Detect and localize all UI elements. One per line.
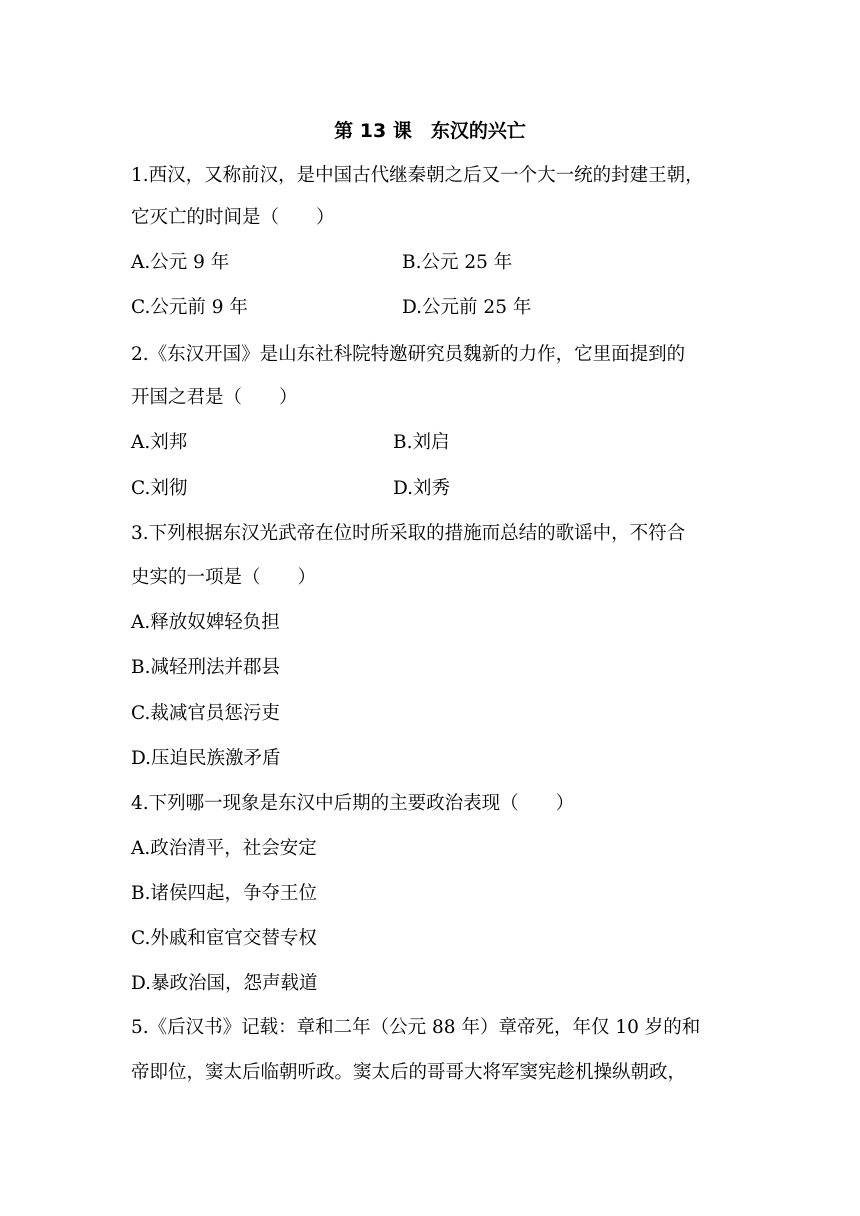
q1-option-c: C.公元前 9 年 [131,297,248,318]
q4-option-c: C.外戚和宦官交替专权 [131,928,317,949]
q2-stem-line1: 2.《东汉开国》是山东社科院特邀研究员魏新的力作，它里面提到的 [131,344,686,365]
q1-option-d: D.公元前 25 年 [402,297,532,318]
q3-option-b: B.减轻刑法并郡县 [131,657,280,678]
q3-stem-line1: 3.下列根据东汉光武帝在位时所采取的措施而总结的歌谣中，不符合 [131,523,686,544]
q3-stem-line2: 史实的一项是（ ） [131,567,317,588]
lesson-title: 第 13 课 东汉的兴亡 [334,120,526,142]
q3-option-d: D.压迫民族激矛盾 [131,748,281,769]
q1-stem-line2: 它灭亡的时间是（ ） [131,207,335,228]
q4-option-d: D.暴政治国，怨声载道 [131,973,318,994]
q1-option-a: A.公元 9 年 [131,252,230,273]
q5-stem-line2: 帝即位，窦太后临朝听政。窦太后的哥哥大将军窦宪趁机操纵朝政， [131,1062,687,1083]
q2-option-d: D.刘秀 [393,478,451,499]
q3-option-a: A.释放奴婢轻负担 [131,612,280,633]
q4-stem-line1: 4.下列哪一现象是东汉中后期的主要政治表现（ ） [131,793,575,814]
q4-option-a: A.政治清平，社会安定 [131,838,317,859]
q4-option-b: B.诸侯四起，争夺王位 [131,883,317,904]
q2-option-c: C.刘彻 [131,478,188,499]
q2-option-a: A.刘邦 [131,432,188,453]
q1-option-b: B.公元 25 年 [402,252,513,273]
q2-option-b: B.刘启 [393,432,450,453]
q3-option-c: C.裁减官员惩污吏 [131,703,280,724]
q2-stem-line2: 开国之君是（ ） [131,387,298,408]
q5-stem-line1: 5.《后汉书》记载：章和二年（公元 88 年）章帝死，年仅 10 岁的和 [131,1017,701,1038]
q1-stem-line1: 1.西汉，又称前汉，是中国古代继秦朝之后又一个大一统的封建王朝， [131,165,704,186]
